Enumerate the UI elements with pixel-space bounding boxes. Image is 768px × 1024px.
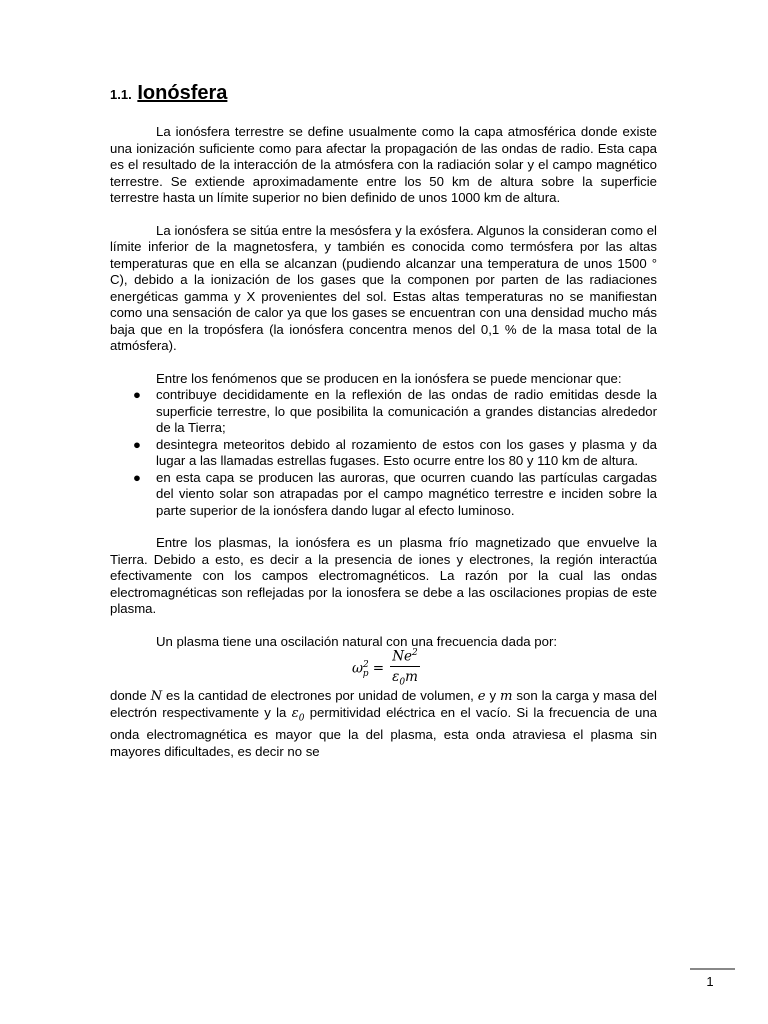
phenomena-list — [110, 387, 657, 519]
paragraph-5: Un plasma tiene una oscilación natural con una frecuencia dada por: — [156, 633, 558, 649]
symbol-e: e — [477, 688, 486, 704]
list-item-text: en esta capa se producen las auroras, que ocurren cuando las partículas cargadas del viento solar son atrapadas por el campo magnético terrestre e inciden sobre la parte superior de la ionósfera dando lugar al efecto luminoso. — [156, 469, 657, 518]
symbol-m: m — [500, 688, 513, 704]
list-item-text: contribuye decididamente en la reflexión de las ondas de radio emitidas desde la superficie terrestre, lo que posibilita la comunicación a grandes distancias alrededor de la Tierra; — [156, 387, 657, 435]
section-number: 1.1. — [110, 87, 132, 102]
equals-sign: = — [368, 660, 385, 676]
paragraph-1: La ionósfera terrestre se define usualmente como la capa atmosférica donde existe una ionización suficiente como para afectar la propagación de las ondas de radio. Esta capa es el resultado de la interacción de la atmósfera con la radiación solar y el campo magnético terrestre. Se extiende aproximadamente entre los 50 km de altura sobre la superficie terrestre hasta un límite superior no bien definido de unos 1000 km de altura. — [110, 124, 657, 205]
page-content — [110, 80, 657, 760]
omega-exponent: 2 — [363, 659, 369, 670]
section-title: Ionósfera — [137, 82, 228, 104]
section-heading — [110, 80, 657, 108]
symbol-epsilon: ε — [291, 706, 299, 721]
numerator-text: Ne — [392, 648, 413, 664]
text-segment: son la carga y masa del electrón respectivamente y la — [110, 687, 657, 720]
list-item-text: desintegra meteoritos debido al rozamiento de estos con los gases y plasma y da lugar a las llamadas estrellas fugases. Esto ocurre entre los 80 y 110 km de altura. — [156, 436, 657, 468]
list-item — [133, 387, 657, 437]
text-segment: es la cantidad de electrones por unidad de volumen, — [162, 687, 478, 703]
bullet-icon: ● — [133, 387, 141, 402]
epsilon-subscript: 0 — [298, 713, 305, 724]
bullet-icon: ● — [133, 436, 141, 452]
formula-lhs — [352, 657, 384, 683]
omega-symbol: ω — [352, 660, 364, 676]
text-segment: y — [485, 687, 500, 703]
paragraph-6 — [110, 688, 657, 761]
plasma-frequency-formula — [110, 646, 657, 686]
paragraph-4: Entre los plasmas, la ionósfera es un plasma frío magnetizado que envuelve la Tierra. Debido a esto, es decir a la presencia de iones y electrones, la región interactúa efectivamente con los campos electromagnéticos. La razón por la cual las ondas electromagnéticas son reflejadas por la ionosfera se debe a las oscilaciones propias de este plasma. — [110, 535, 657, 616]
list-item — [133, 469, 657, 520]
formula-denominator — [390, 667, 420, 692]
omega-subscript: p — [362, 668, 369, 679]
denominator-mass: m — [405, 669, 418, 685]
footer-divider — [690, 968, 735, 970]
text-segment: donde — [110, 687, 151, 703]
page-number: 1 — [706, 974, 714, 989]
denominator-epsilon: ε — [392, 669, 400, 685]
paragraph-2: La ionósfera se sitúa entre la mesósfera y la exósfera. Algunos la consideran como el límite inferior de la magnetosfera, y también es conocida como termósfera por las altas temperaturas que en ella se alcanzan (pudiendo alcanzar una temperatura de unos 1500 ° C), debido a la ionización de los gases que la componen por parten de las radiaciones energéticas gamma y X provenientes del sol. Estas altas temperaturas no se manifiestan como una sensación de calor ya que los gases se encuentran con una densidad mucho más baja que en la tropósfera (la ionósfera concentra menos del 0,1 % de la masa total de la atmósfera). — [110, 222, 657, 353]
formula-numerator — [390, 644, 420, 668]
paragraph-3: Entre los fenómenos que se producen en la ionósfera se puede mencionar que: — [156, 370, 622, 386]
formula-fraction — [390, 644, 420, 692]
text-segment: permitividad eléctrica en el vacío. Si la frecuencia de una onda electromagnética es mayor que la del plasma, esta onda atraviesa el plasma sin mayores dificultades, es decir no se — [110, 705, 657, 759]
symbol-N: N — [150, 688, 163, 704]
bullet-icon: ● — [133, 469, 141, 485]
numerator-exponent: 2 — [412, 647, 418, 658]
denominator-subscript: 0 — [399, 677, 406, 688]
list-item — [133, 436, 657, 470]
